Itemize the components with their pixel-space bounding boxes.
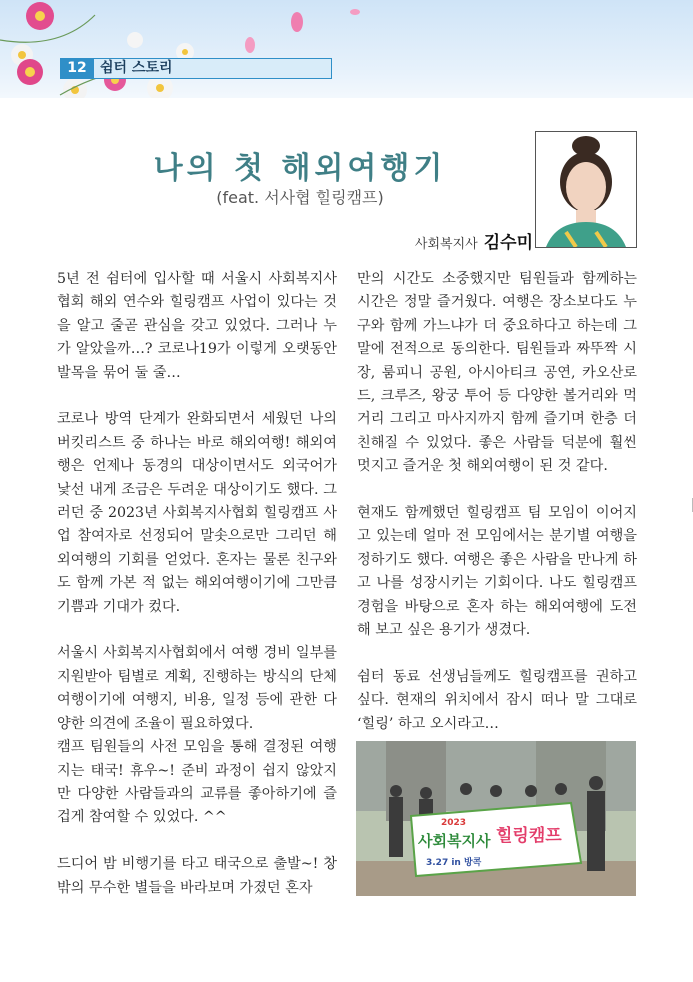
page-number: 12 — [60, 58, 94, 79]
banner-text-right: 힐링캠프 — [496, 826, 562, 846]
author-role: 사회복지사 — [414, 237, 478, 252]
banner-year: 2023 — [441, 818, 467, 828]
author-photo — [535, 131, 637, 248]
right-column — [357, 268, 637, 759]
article-title: 나의 첫 해외여행기 — [153, 151, 447, 186]
section-title: 쉼터 스토리 — [100, 60, 173, 76]
paragraph: 현재도 함께했던 힐링캠프 팀 모임이 이어지고 있는데 얼마 전 모임에서는 분기별 여행을 정하기도 했다. 여행은 좋은 사람을 만나게 하고 나를 성장시키는 기회이다. 나도 힐링캠프 경험을 바탕으로 혼자 하는 해외여행에 도전해 보고 싶은 용기가 생겼다. — [357, 505, 637, 639]
article-subtitle: (feat. 서사협 힐링캠프) — [216, 188, 384, 207]
banner-date: 3.27 in 방콕 — [426, 858, 482, 868]
banner — [411, 803, 581, 876]
page-header — [0, 0, 693, 98]
paragraph: 캠프 팀원들의 사전 모임을 통해 결정된 여행지는 태국! 휴우~! 준비 과정이 쉽지 않았지만 다양한 사람들과의 교류를 좋아하기에 즐겁게 참여할 수 있었다. ^^ — [57, 739, 337, 826]
paragraph: 만의 시간도 소중했지만 팀원들과 함께하는 시간은 정말 즐거웠다. 여행은 장소보다도 누구와 함께 가느냐가 더 중요하다고 하는데 그 말에 전적으로 동의한다. 팀원들과 짜뚜짝 시장, 룸피니 공원, 아시아티크 공연, 카오산로드, 크루즈, 왕궁 투어 등 다양한 볼거리와 먹거리 그리고 마사지까지 함께 즐기며 한층 더 친해질 수 있었다. 좋은 사람들 덕분에 훨씬 멋지고 즐거운 첫 해외여행이 된 것 같다. — [357, 271, 637, 475]
flower-decoration — [0, 0, 693, 98]
paragraph: 5년 전 쉼터에 입사할 때 서울시 사회복지사협회 해외 연수와 힐링캠프 사업이 있다는 것을 알고 줄곧 관심을 갖고 있었다. 그러나 누가 알았을까…? 코로나19가 이렇게 오랫동안 발목을 묶어 둘 줄… — [57, 271, 337, 381]
author-name: 김수미 — [483, 233, 533, 253]
group-photo — [356, 741, 636, 896]
paragraph: 드디어 밤 비행기를 타고 태국으로 출발~! 창밖의 무수한 별들을 바라보며 가졌던 혼자 — [57, 856, 337, 896]
paragraph: 서울시 사회복지사협회에서 여행 경비 일부를 지원받아 팀별로 계획, 진행하는 방식의 단체여행이기에 여행지, 비용, 일정 등에 관한 다양한 의견에 조율이 필요하였다. — [57, 645, 337, 732]
author-byline — [415, 228, 533, 253]
paragraph: 코로나 방역 단계가 완화되면서 세웠던 나의 버킷리스트 중 하나는 바로 해외여행! 해외여행은 언제나 동경의 대상이면서도 외국어가 낯선 내게 조금은 두려운 대상이기도 했다. 그러던 중 2023년 사회복지사협회 힐링캠프 사업 참여자로 선정되어 말솟으로만 그리던 해외여행의 기회를 얻었다. 혼자는 물론 친구와도 함께 가본 적 없는 해외여행이기에 그만큼 기쁨과 기대가 컸다. — [57, 411, 337, 615]
banner-text-left: 사회복지사 — [418, 832, 491, 850]
paragraph: 쉼터 동료 선생님들께도 힐링캠프를 권하고 싶다. 현재의 위치에서 잠시 떠나 말 그대로 ‘힐링’ 하고 오시라고… — [357, 668, 637, 732]
left-column — [57, 268, 337, 923]
